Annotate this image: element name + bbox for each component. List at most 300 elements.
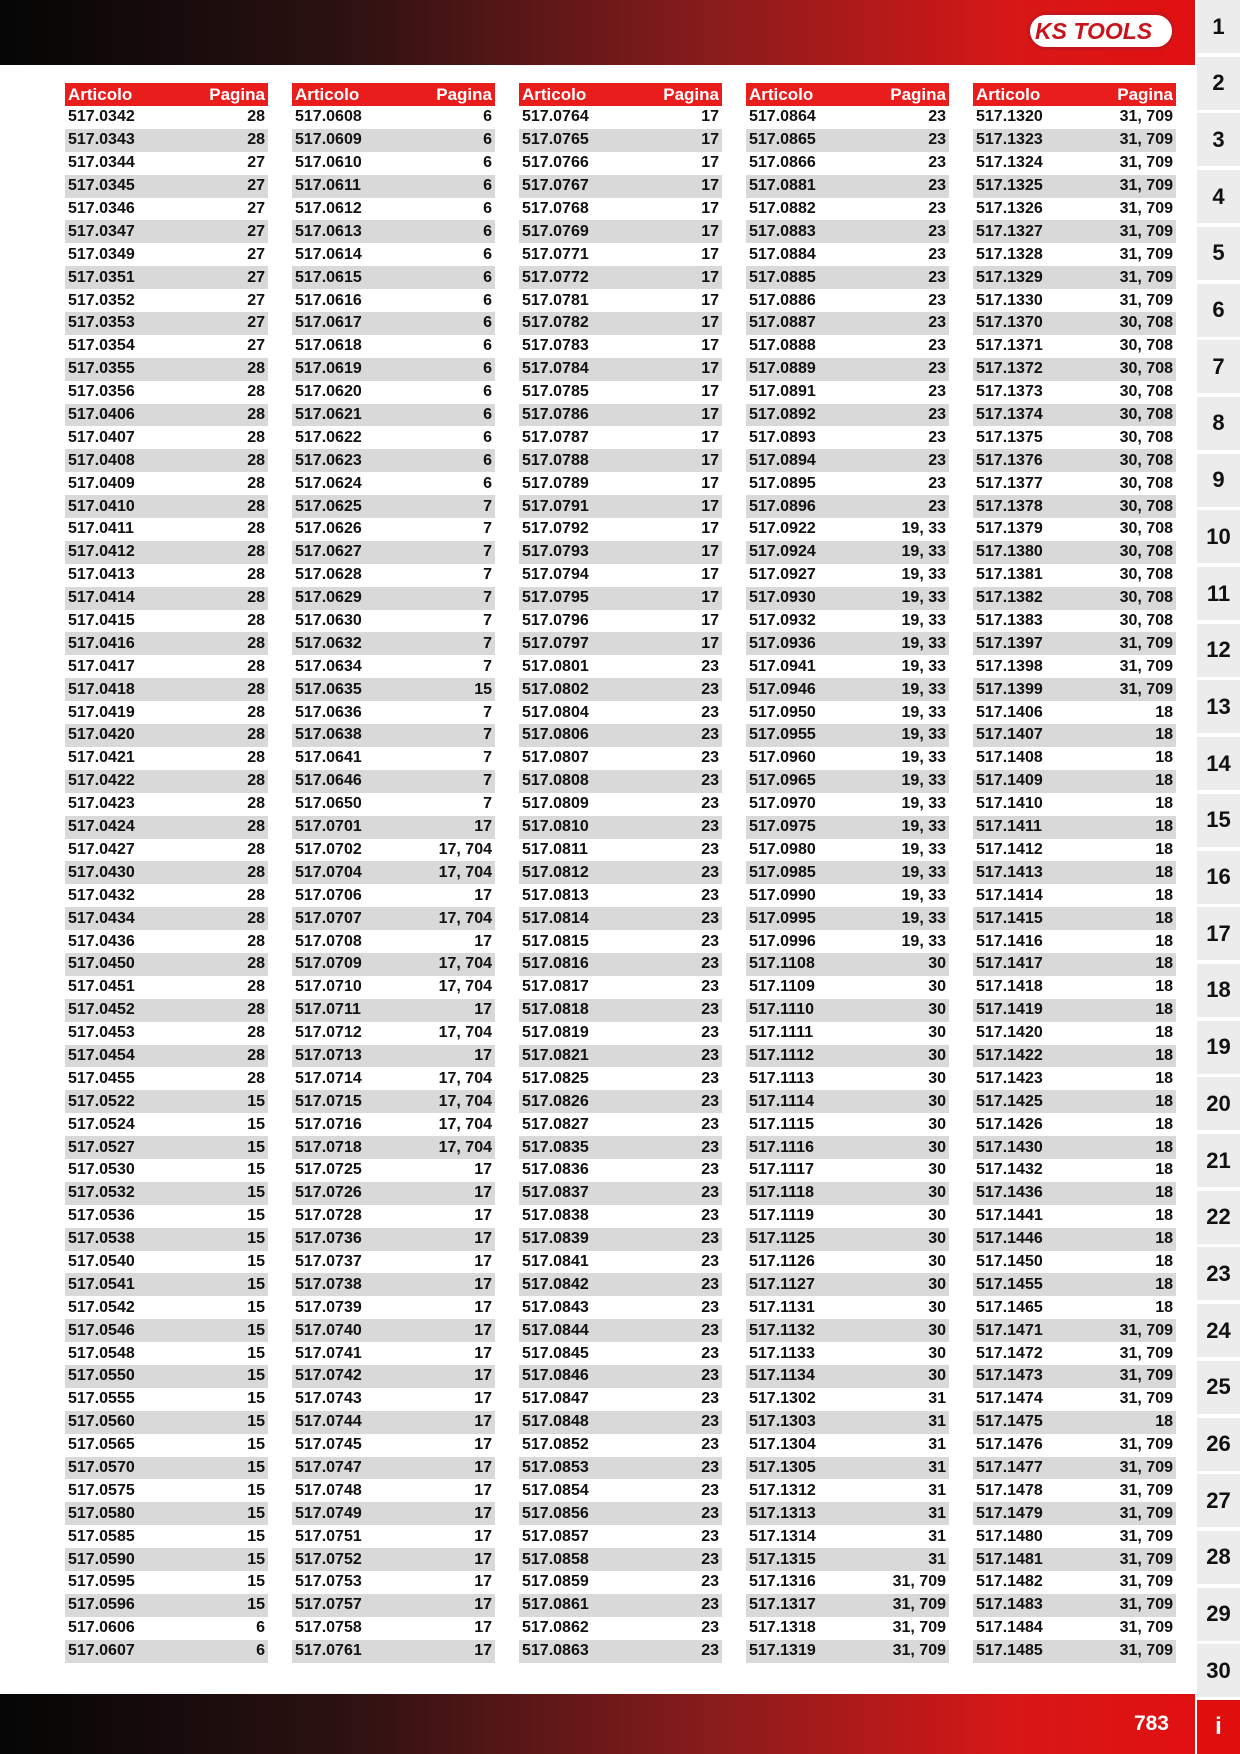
table-row — [519, 1594, 722, 1617]
side-tab-9[interactable]: 9 — [1197, 454, 1240, 507]
table-row — [519, 1251, 722, 1274]
side-tab-19[interactable]: 19 — [1197, 1021, 1240, 1074]
article-number: 517.0752 — [295, 1550, 362, 1568]
index-column-1 — [65, 83, 268, 1663]
table-row — [746, 1296, 949, 1319]
page-reference: 17 — [474, 1001, 492, 1019]
article-number: 517.0546 — [68, 1321, 135, 1339]
page-reference: 23 — [701, 1001, 719, 1019]
side-tab-30[interactable]: 30 — [1197, 1644, 1240, 1697]
article-number: 517.0565 — [68, 1436, 135, 1454]
table-row — [973, 518, 1176, 541]
page-reference: 15 — [247, 1390, 265, 1408]
article-number: 517.0852 — [522, 1436, 589, 1454]
article-number: 517.1414 — [976, 886, 1043, 904]
article-number: 517.0960 — [749, 749, 816, 767]
table-row — [746, 335, 949, 358]
table-row — [973, 1090, 1176, 1113]
article-number: 517.0634 — [295, 657, 362, 675]
table-row — [746, 953, 949, 976]
side-tab-21[interactable]: 21 — [1197, 1134, 1240, 1187]
page-reference: 19, 33 — [901, 589, 946, 607]
page-reference: 23 — [928, 268, 946, 286]
article-number: 517.0409 — [68, 474, 135, 492]
table-row — [746, 999, 949, 1022]
table-row — [65, 701, 268, 724]
article-number: 517.0788 — [522, 451, 589, 469]
article-number: 517.0707 — [295, 909, 362, 927]
article-number: 517.0609 — [295, 131, 362, 149]
article-number: 517.0980 — [749, 840, 816, 858]
header-pagina: Pagina — [663, 84, 719, 104]
table-row — [973, 1136, 1176, 1159]
footer-bar — [0, 1694, 1195, 1754]
table-row — [973, 1365, 1176, 1388]
table-row — [519, 930, 722, 953]
table-row — [292, 472, 495, 495]
page-reference: 19, 33 — [901, 749, 946, 767]
article-number: 517.0941 — [749, 657, 816, 675]
article-number: 517.0863 — [522, 1642, 589, 1660]
page-reference: 6 — [483, 222, 492, 240]
page-reference: 31, 709 — [1119, 222, 1173, 240]
table-row — [746, 610, 949, 633]
table-row — [292, 587, 495, 610]
table-row — [65, 1067, 268, 1090]
page-reference: 28 — [247, 818, 265, 836]
article-number: 517.0854 — [522, 1481, 589, 1499]
side-tab-7[interactable]: 7 — [1197, 340, 1240, 393]
table-row — [746, 747, 949, 770]
table-row — [65, 358, 268, 381]
header-pagina: Pagina — [436, 84, 492, 104]
column-header — [746, 83, 949, 106]
table-row — [292, 1296, 495, 1319]
article-number: 517.0817 — [522, 978, 589, 996]
table-row — [65, 518, 268, 541]
article-number: 517.1398 — [976, 657, 1043, 675]
page-reference: 15 — [247, 1458, 265, 1476]
page-reference: 17 — [474, 1230, 492, 1248]
page-reference: 15 — [247, 1207, 265, 1225]
table-row — [292, 1594, 495, 1617]
page-reference: 31 — [928, 1481, 946, 1499]
page-reference: 31, 709 — [1119, 154, 1173, 172]
side-tab-14[interactable]: 14 — [1197, 737, 1240, 790]
table-row — [519, 701, 722, 724]
article-number: 517.0606 — [68, 1619, 135, 1637]
table-row — [292, 312, 495, 335]
table-row — [65, 1457, 268, 1480]
page-reference: 18 — [1155, 863, 1173, 881]
table-row — [746, 816, 949, 839]
table-row — [519, 953, 722, 976]
article-number: 517.0540 — [68, 1252, 135, 1270]
article-number: 517.0789 — [522, 474, 589, 492]
page-reference: 17 — [701, 451, 719, 469]
article-number: 517.0560 — [68, 1413, 135, 1431]
page-reference: 17 — [701, 520, 719, 538]
table-row — [973, 884, 1176, 907]
index-column-4 — [746, 83, 949, 1663]
table-row — [65, 426, 268, 449]
article-number: 517.1312 — [749, 1481, 816, 1499]
table-row — [65, 1342, 268, 1365]
article-number: 517.0748 — [295, 1481, 362, 1499]
page-reference: 18 — [1155, 955, 1173, 973]
article-number: 517.1423 — [976, 1069, 1043, 1087]
page-reference: 28 — [247, 886, 265, 904]
page-reference: 30, 708 — [1119, 337, 1173, 355]
page-reference: 6 — [483, 245, 492, 263]
side-tab-10[interactable]: 10 — [1197, 510, 1240, 563]
page-reference: 15 — [247, 1138, 265, 1156]
article-number: 517.0623 — [295, 451, 362, 469]
table-row — [519, 1640, 722, 1663]
table-row — [519, 1136, 722, 1159]
page-reference: 23 — [928, 131, 946, 149]
page-reference: 15 — [474, 680, 492, 698]
side-tab-2[interactable]: 2 — [1197, 57, 1240, 110]
side-tab-15[interactable]: 15 — [1197, 794, 1240, 847]
article-number: 517.0827 — [522, 1115, 589, 1133]
page-reference: 31 — [928, 1413, 946, 1431]
page-reference: 18 — [1155, 886, 1173, 904]
page-reference: 31 — [928, 1458, 946, 1476]
side-tab-23[interactable]: 23 — [1197, 1247, 1240, 1300]
page-reference: 6 — [483, 428, 492, 446]
article-number: 517.1116 — [749, 1138, 814, 1156]
article-number: 517.0353 — [68, 314, 135, 332]
page-reference: 18 — [1155, 1115, 1173, 1133]
article-number: 517.0410 — [68, 497, 135, 515]
article-number: 517.0891 — [749, 383, 816, 401]
page-reference: 18 — [1155, 1207, 1173, 1225]
article-number: 517.0536 — [68, 1207, 135, 1225]
article-number: 517.0837 — [522, 1184, 589, 1202]
article-number: 517.0881 — [749, 177, 816, 195]
article-number: 517.0627 — [295, 543, 362, 561]
side-tab-28[interactable]: 28 — [1197, 1531, 1240, 1584]
table-row — [65, 1525, 268, 1548]
article-number: 517.0753 — [295, 1573, 362, 1591]
page-reference: 28 — [247, 840, 265, 858]
table-row — [519, 861, 722, 884]
article-number: 517.1378 — [976, 497, 1043, 515]
page-reference: 28 — [247, 108, 265, 126]
table-row — [746, 564, 949, 587]
article-number: 517.0608 — [295, 108, 362, 126]
table-row — [65, 816, 268, 839]
article-number: 517.0346 — [68, 200, 135, 217]
side-tab-20[interactable]: 20 — [1197, 1077, 1240, 1130]
page-reference: 19, 33 — [901, 840, 946, 858]
table-row — [746, 541, 949, 564]
article-number: 517.0784 — [522, 360, 589, 378]
page-reference: 19, 33 — [901, 909, 946, 927]
side-tab-26[interactable]: 26 — [1197, 1418, 1240, 1471]
article-number: 517.0347 — [68, 222, 135, 240]
article-number: 517.0420 — [68, 726, 135, 744]
table-row — [973, 106, 1176, 129]
table-row — [292, 564, 495, 587]
article-number: 517.1131 — [749, 1298, 815, 1316]
info-tab[interactable]: i — [1197, 1700, 1240, 1754]
side-tab-18[interactable]: 18 — [1197, 964, 1240, 1017]
page-reference: 19, 33 — [901, 726, 946, 744]
article-number: 517.1412 — [976, 840, 1043, 858]
article-number: 517.0794 — [522, 566, 589, 584]
side-tab-4[interactable]: 4 — [1197, 170, 1240, 223]
page-reference: 31, 709 — [1119, 1527, 1173, 1545]
page-reference: 30, 708 — [1119, 314, 1173, 332]
table-row — [973, 1067, 1176, 1090]
page-reference: 23 — [928, 200, 946, 217]
article-number: 517.0861 — [522, 1596, 589, 1614]
page-reference: 27 — [247, 291, 265, 309]
article-number: 517.1325 — [976, 177, 1043, 195]
side-tab-8[interactable]: 8 — [1197, 397, 1240, 450]
article-number: 517.0885 — [749, 268, 816, 286]
page-reference: 23 — [701, 795, 719, 813]
page-reference: 6 — [483, 268, 492, 286]
page-reference: 23 — [701, 932, 719, 950]
page-reference: 23 — [701, 680, 719, 698]
table-row — [65, 839, 268, 862]
table-row — [746, 266, 949, 289]
side-tab-22[interactable]: 22 — [1197, 1191, 1240, 1244]
page-reference: 31, 709 — [1119, 1436, 1173, 1454]
article-number: 517.0419 — [68, 703, 135, 721]
side-tab-11[interactable]: 11 — [1197, 567, 1240, 620]
article-number: 517.0838 — [522, 1207, 589, 1225]
side-tab-3[interactable]: 3 — [1197, 113, 1240, 166]
article-number: 517.1409 — [976, 772, 1043, 790]
article-number: 517.0883 — [749, 222, 816, 240]
table-row — [746, 839, 949, 862]
article-number: 517.0430 — [68, 863, 135, 881]
page-reference: 17 — [474, 886, 492, 904]
table-row — [746, 404, 949, 427]
header-articolo: Articolo — [295, 84, 360, 104]
page-reference: 23 — [701, 1481, 719, 1499]
header-articolo: Articolo — [976, 84, 1041, 104]
page-reference: 17 — [474, 1321, 492, 1339]
table-row — [973, 1434, 1176, 1457]
table-row — [519, 1548, 722, 1571]
article-number: 517.0812 — [522, 863, 589, 881]
side-tab-1[interactable]: 1 — [1197, 0, 1240, 53]
table-row — [292, 449, 495, 472]
table-row — [519, 587, 722, 610]
page-reference: 7 — [483, 726, 492, 744]
table-row — [746, 1594, 949, 1617]
table-row — [746, 1205, 949, 1228]
page-reference: 23 — [701, 1024, 719, 1042]
table-row — [973, 587, 1176, 610]
page-reference: 19, 33 — [901, 886, 946, 904]
article-number: 517.1317 — [749, 1596, 816, 1614]
side-tab-16[interactable]: 16 — [1197, 851, 1240, 904]
page-reference: 6 — [483, 406, 492, 424]
table-row — [292, 1228, 495, 1251]
table-row — [292, 1571, 495, 1594]
table-row — [65, 1434, 268, 1457]
table-row — [292, 907, 495, 930]
table-row — [519, 884, 722, 907]
article-number: 517.0889 — [749, 360, 816, 378]
page-reference: 30, 708 — [1119, 520, 1173, 538]
page-reference: 17 — [701, 200, 719, 217]
page-reference: 23 — [928, 383, 946, 401]
page-reference: 18 — [1155, 840, 1173, 858]
page-reference: 17 — [474, 1458, 492, 1476]
page-reference: 23 — [701, 1138, 719, 1156]
column-rows — [292, 106, 495, 1663]
table-row — [292, 129, 495, 152]
article-number: 517.0356 — [68, 383, 135, 401]
table-row — [519, 1090, 722, 1113]
side-tab-25[interactable]: 25 — [1197, 1361, 1240, 1414]
article-number: 517.1383 — [976, 612, 1043, 630]
side-tab-13[interactable]: 13 — [1197, 680, 1240, 733]
article-number: 517.0772 — [522, 268, 589, 286]
table-row — [973, 1411, 1176, 1434]
article-number: 517.0737 — [295, 1252, 362, 1270]
page-reference: 17 — [701, 428, 719, 446]
article-number: 517.1413 — [976, 863, 1043, 881]
article-number: 517.1330 — [976, 291, 1043, 309]
article-number: 517.0785 — [522, 383, 589, 401]
page-reference: 18 — [1155, 1092, 1173, 1110]
page-reference: 30 — [928, 1138, 946, 1156]
article-number: 517.0555 — [68, 1390, 135, 1408]
page-reference: 17 — [701, 337, 719, 355]
page-reference: 18 — [1155, 1413, 1173, 1431]
page-reference: 15 — [247, 1527, 265, 1545]
page-reference: 6 — [483, 200, 492, 217]
article-number: 517.1370 — [976, 314, 1043, 332]
article-number: 517.1397 — [976, 634, 1043, 652]
side-tab-27[interactable]: 27 — [1197, 1474, 1240, 1527]
page-reference: 23 — [701, 1367, 719, 1385]
side-tab-29[interactable]: 29 — [1197, 1588, 1240, 1641]
side-tab-17[interactable]: 17 — [1197, 907, 1240, 960]
article-number: 517.1411 — [976, 818, 1042, 836]
table-row — [746, 655, 949, 678]
article-number: 517.1315 — [749, 1550, 816, 1568]
article-number: 517.1314 — [749, 1527, 816, 1545]
table-row — [973, 610, 1176, 633]
table-row — [292, 404, 495, 427]
page-reference: 19, 33 — [901, 612, 946, 630]
article-number: 517.0846 — [522, 1367, 589, 1385]
article-number: 517.0411 — [68, 520, 134, 538]
table-row — [65, 747, 268, 770]
side-tab-24[interactable]: 24 — [1197, 1304, 1240, 1357]
article-number: 517.0765 — [522, 131, 589, 149]
table-row — [292, 266, 495, 289]
page-reference: 18 — [1155, 978, 1173, 996]
page-reference: 17, 704 — [438, 840, 492, 858]
article-number: 517.0894 — [749, 451, 816, 469]
table-row — [292, 1113, 495, 1136]
side-tab-6[interactable]: 6 — [1197, 284, 1240, 337]
article-number: 517.0632 — [295, 634, 362, 652]
page-reference: 28 — [247, 428, 265, 446]
table-row — [973, 1205, 1176, 1228]
table-row — [973, 198, 1176, 221]
page-reference: 23 — [701, 1252, 719, 1270]
article-number: 517.0628 — [295, 566, 362, 584]
page-reference: 17 — [474, 1596, 492, 1614]
table-row — [292, 1617, 495, 1640]
table-row — [292, 243, 495, 266]
article-number: 517.1376 — [976, 451, 1043, 469]
page-reference: 19, 33 — [901, 932, 946, 950]
page-reference: 17, 704 — [438, 909, 492, 927]
page-reference: 17 — [701, 360, 719, 378]
table-row — [65, 129, 268, 152]
page-reference: 28 — [247, 383, 265, 401]
page-reference: 17 — [701, 314, 719, 332]
table-row — [519, 1457, 722, 1480]
page-reference: 18 — [1155, 1046, 1173, 1064]
table-row — [746, 724, 949, 747]
side-tab-5[interactable]: 5 — [1197, 227, 1240, 280]
table-row — [519, 220, 722, 243]
table-row — [519, 1228, 722, 1251]
page-reference: 28 — [247, 451, 265, 469]
page-reference: 6 — [483, 383, 492, 401]
article-number: 517.1374 — [976, 406, 1043, 424]
column-header — [65, 83, 268, 106]
article-number: 517.1326 — [976, 200, 1043, 217]
table-row — [973, 1273, 1176, 1296]
article-number: 517.0595 — [68, 1573, 135, 1591]
page-reference: 23 — [701, 1298, 719, 1316]
table-row — [746, 1113, 949, 1136]
page-reference: 15 — [247, 1344, 265, 1362]
page-reference: 28 — [247, 772, 265, 790]
table-row — [65, 335, 268, 358]
article-number: 517.1420 — [976, 1024, 1043, 1042]
article-number: 517.1455 — [976, 1275, 1043, 1293]
page-reference: 18 — [1155, 1252, 1173, 1270]
article-number: 517.1320 — [976, 108, 1043, 126]
page-reference: 17 — [701, 268, 719, 286]
table-row — [746, 1365, 949, 1388]
article-number: 517.0636 — [295, 703, 362, 721]
page-reference: 23 — [701, 1596, 719, 1614]
page-reference: 23 — [701, 1573, 719, 1591]
article-number: 517.0416 — [68, 634, 135, 652]
article-number: 517.0455 — [68, 1069, 135, 1087]
table-row — [519, 541, 722, 564]
table-row — [292, 1182, 495, 1205]
page-reference: 15 — [247, 1092, 265, 1110]
article-number: 517.0886 — [749, 291, 816, 309]
side-tab-12[interactable]: 12 — [1197, 624, 1240, 677]
article-number: 517.1471 — [976, 1321, 1043, 1339]
table-row — [65, 1022, 268, 1045]
article-number: 517.0826 — [522, 1092, 589, 1110]
page-reference: 15 — [247, 1481, 265, 1499]
table-row — [292, 930, 495, 953]
table-row — [973, 289, 1176, 312]
table-row — [65, 564, 268, 587]
article-number: 517.0345 — [68, 177, 135, 195]
